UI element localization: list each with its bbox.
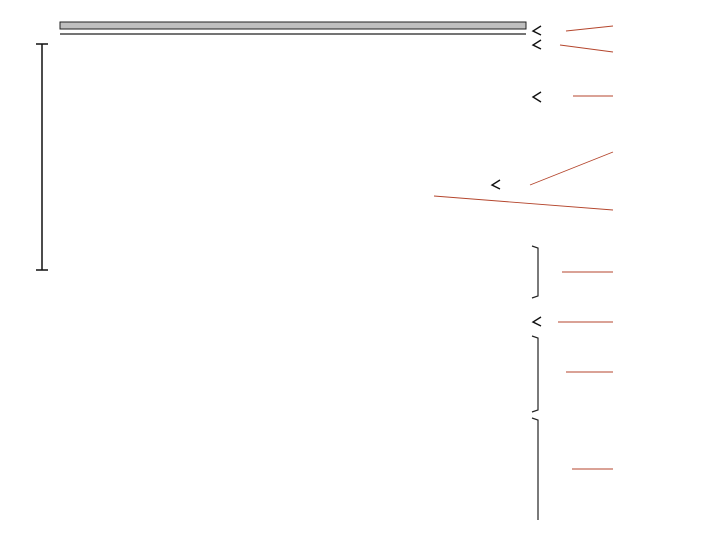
species-label-background <box>0 512 210 540</box>
layer-brackets <box>532 246 538 520</box>
scale-bar <box>36 44 48 270</box>
leader-lines <box>434 26 613 469</box>
arrow-markers <box>492 26 541 326</box>
cuticle-layer <box>60 22 526 29</box>
